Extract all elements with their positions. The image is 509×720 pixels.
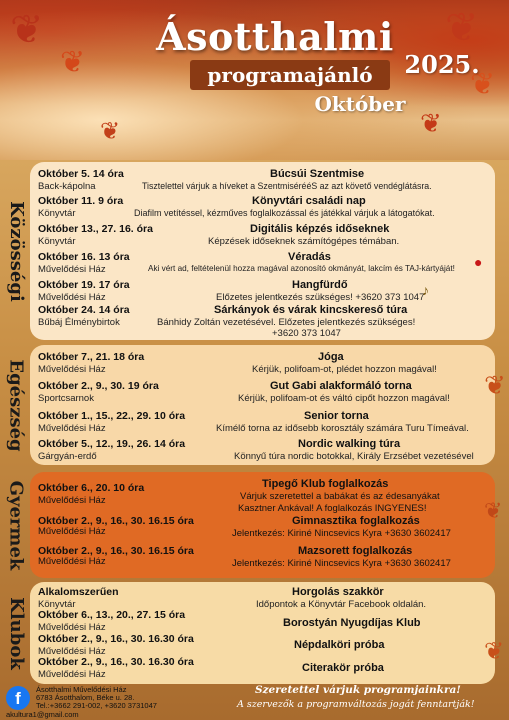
section-egeszseg — [30, 345, 495, 465]
event-place: Művelődési Ház — [38, 364, 106, 375]
event-date: Október 2., 9., 16., 30. 16.15 óra — [38, 515, 194, 527]
event-place: Sportcsarnok — [38, 393, 94, 404]
event-place: Gárgyán-erdő — [38, 451, 97, 462]
event-title: Népdalköri próba — [294, 639, 385, 651]
event-title: Könyvtári családi nap — [252, 195, 366, 207]
event-date: Október 24. 14 óra — [38, 304, 130, 316]
maple-leaf-icon: ❦ — [484, 638, 505, 665]
event-description: Jelentkezés: Kiriné Nincsevics Kyra +3630 3602417 — [232, 528, 451, 539]
title-month: Október — [314, 92, 406, 116]
footer-org: Ásotthalmi Művelődési Ház — [36, 685, 127, 694]
event-title: Jóga — [318, 351, 344, 363]
event-description: Bánhidy Zoltán vezetésével. Előzetes jelentkezés szükséges! — [157, 317, 416, 328]
event-title: Horgolás szakkör — [292, 586, 384, 598]
event-place: Művelődési Ház — [38, 526, 106, 537]
maple-leaf-icon: ❦ — [420, 108, 442, 138]
event-date: Október 2., 9., 16., 30. 16.30 óra — [38, 633, 194, 645]
event-place: Back-kápolna — [38, 181, 96, 192]
facebook-icon[interactable]: f — [6, 686, 30, 710]
event-date: Alkalomszerűen — [38, 586, 119, 598]
event-title: Sárkányok és várak kincskereső túra — [214, 304, 408, 316]
event-date: Október 13., 27. 16. óra — [38, 223, 153, 235]
event-title: Gimnasztika foglalkozás — [292, 515, 420, 527]
event-place: Művelődési Ház — [38, 495, 106, 506]
event-place: Művelődési Ház — [38, 556, 106, 567]
event-place: Művelődési Ház — [38, 292, 106, 303]
event-title: Borostyán Nyugdíjas Klub — [283, 617, 421, 629]
event-description-line2: Kasztner Ankával! A foglalkozás INGYENES! — [238, 503, 427, 514]
section-label-gyermek: Gyermek — [5, 480, 27, 570]
event-title: Nordic walking túra — [298, 438, 401, 450]
event-title: Digitális képzés időseknek — [250, 223, 390, 235]
title-block — [150, 8, 480, 126]
event-place: Könyvtár — [38, 208, 76, 219]
event-place: Művelődési Ház — [38, 622, 106, 633]
event-description: Kérjük, polifoam-ot, plédet hozzon magával! — [252, 364, 437, 375]
event-date: Október 1., 15., 22., 29. 10 óra — [38, 410, 186, 422]
maple-leaf-icon: ❦ — [100, 118, 121, 145]
section-gyermek — [30, 472, 495, 578]
event-place: Művelődési Ház — [38, 423, 106, 434]
header-banner — [0, 0, 509, 160]
maple-leaf-icon: ❦ — [484, 498, 503, 523]
title-line1: Ásotthalmi — [156, 14, 394, 59]
footer-email[interactable]: akultura1@gmail.com — [6, 710, 79, 719]
event-title: Senior torna — [304, 410, 369, 422]
event-title: Hangfürdő — [292, 279, 348, 291]
event-description: Jelentkezés: Kiriné Nincsevics Kyra +3630 3602417 — [232, 558, 451, 569]
event-title: Búcsúi Szentmise — [270, 168, 365, 180]
footer-phone: Tel.:+3662 291-002, +3620 3731047 — [36, 701, 157, 710]
event-date: Október 6., 13., 20., 27. 15 óra — [38, 609, 186, 621]
event-description: Kérjük, polifoam-ot és váltó cipőt hozzon magával! — [238, 393, 450, 404]
event-date: Október 5., 12., 19., 26. 14 óra — [38, 438, 186, 450]
event-date: Október 19. 17 óra — [38, 279, 130, 291]
event-date: Október 2., 9., 16., 30. 16.30 óra — [38, 656, 194, 668]
event-description: Időpontok a Könyvtár Facebook oldalán. — [256, 599, 427, 610]
maple-leaf-icon: ❦ — [484, 370, 506, 400]
section-label-klubok: Klubok — [5, 596, 27, 670]
event-date: Október 2., 9., 30. 19 óra — [38, 380, 159, 392]
event-place: Művelődési Ház — [38, 264, 106, 275]
event-title: Véradás — [288, 251, 331, 263]
event-place: Könyvtár — [38, 236, 76, 247]
title-line2: programajánló — [190, 60, 390, 90]
section-label-egeszseg: Egészség — [5, 358, 27, 452]
event-place: Bűbáj Élménybirtok — [38, 317, 120, 328]
event-description: Aki vért ad, feltételenül hozza magával azonosító okmányát, lakcím és TAJ-kártyáját! — [148, 264, 455, 273]
section-klubok — [30, 582, 495, 684]
event-place: Művelődési Ház — [38, 646, 106, 657]
event-description: Előzetes jelentkezés szükséges! +3620 373 1047 — [216, 292, 425, 303]
bell-icon: ♪ — [422, 282, 429, 298]
event-description: Képzések időseknek számítógépes témában. — [208, 236, 400, 247]
event-title: Mazsorett foglalkozás — [298, 545, 413, 557]
closing-message: Szeretettel várjuk programjainkra! — [255, 684, 461, 696]
closing-disclaimer: A szervezők a programváltozás jogát fenntartják! — [237, 699, 475, 710]
event-date: Október 7., 21. 18 óra — [38, 351, 145, 363]
event-title: Citerakör próba — [302, 662, 384, 674]
title-year: 2025. — [404, 50, 480, 79]
event-date: Október 11. 9 óra — [38, 195, 124, 207]
event-description: Kímélő torna az idősebb korosztály számára Turu Tímeával. — [216, 423, 469, 434]
blood-drop-icon: ● — [474, 254, 483, 270]
maple-leaf-icon: ❦ — [470, 68, 496, 101]
maple-leaf-icon: ❦ — [445, 6, 479, 50]
section-label-kozossegi: Közösségi — [5, 200, 27, 302]
maple-leaf-icon: ❦ — [60, 46, 86, 79]
event-description: Tisztelettel várjuk a híveket a SzentmisérééS az azt követő vendéglátásra. — [142, 181, 432, 191]
event-description-line2: +3620 373 1047 — [272, 328, 341, 339]
section-kozossegi — [30, 162, 495, 340]
event-title: Gut Gabi alakformáló torna — [270, 380, 412, 392]
event-date: Október 16. 13 óra — [38, 251, 130, 263]
event-place: Könyvtár — [38, 599, 76, 610]
event-description: Könnyű túra nordic botokkal, Király Erzsébet vezetésével — [234, 451, 474, 462]
maple-leaf-icon: ❦ — [10, 8, 44, 52]
event-description: Diafilm vetítéssel, kézműves foglalkozással és játékkal várjuk a látogatókat. — [134, 208, 435, 218]
event-date: Október 2., 9., 16., 30. 16.15 óra — [38, 545, 194, 557]
footer-address: 6783 Ásotthalom, Béke u. 28. — [36, 693, 135, 702]
event-title: Tipegő Klub foglalkozás — [262, 478, 389, 490]
event-description: Várjuk szeretettel a babákat és az édesanyákat — [240, 491, 440, 502]
event-date: Október 6., 20. 10 óra — [38, 482, 145, 494]
event-place: Művelődési Ház — [38, 669, 106, 680]
event-date: Október 5. 14 óra — [38, 168, 124, 180]
